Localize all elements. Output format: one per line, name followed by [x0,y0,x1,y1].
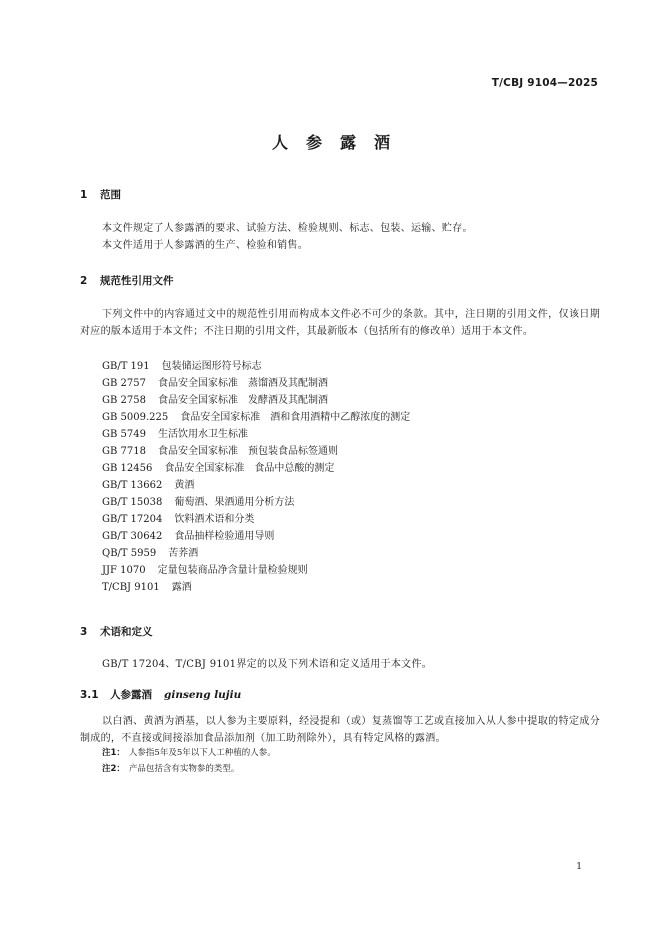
section-title: 规范性引用文件 [100,275,174,287]
ref-code: T/CBJ 9101 [102,582,160,593]
reference-item [102,409,410,426]
ref-title: 食品安全国家标准 预包装食品标签通则 [157,446,338,457]
paragraph: 本文件规定了人参露酒的要求、试验方法、检验规则、标志、包装、运输、贮存。 [102,223,473,234]
ref-title: 饮料酒术语和分类 [174,514,255,525]
ref-code: GB/T 30642 [102,531,163,542]
ref-title: 食品抽样检验通用导则 [174,531,275,542]
ref-code: GB/T 191 [102,361,150,372]
reference-item [102,579,192,596]
ref-code: GB/T 17204 [102,514,163,525]
ref-code: GB 2757 [102,378,146,389]
reference-item [102,426,248,443]
ref-code: QB/T 5959 [102,548,157,559]
ref-code: GB 5009.225 [102,412,169,423]
section-2-heading [80,273,174,288]
reference-item [102,528,274,545]
reference-item [102,477,194,494]
term-heading [80,687,241,702]
ref-title: 苦荞酒 [168,548,199,559]
ref-title: 生活饮用水卫生标准 [157,429,248,440]
ref-code: GB/T 13662 [102,480,163,491]
section-number: 3 [80,626,88,638]
note-text: 产品包括含有实物参的类型。 [128,764,240,774]
ref-title: 食品安全国家标准 酒和食用酒精中乙醇浓度的测定 [180,412,411,423]
ref-title: 食品安全国家标准 食品中总酸的测定 [164,463,335,474]
term-number: 3.1 [80,689,99,701]
note [102,762,239,776]
note-text: 人参指5年及5年以下人工种植的人参。 [128,748,276,758]
document-title: 人参露酒 [271,133,408,152]
note-label: 注2： [102,764,125,774]
term-definition: 以白酒、黄酒为酒基，以人参为主要原料，经浸提和（或）复蒸馏等工艺或直接加入从人参中提取的特定成分制成的，不直接或间接添加食品添加剂（加工助剂除外），具有特定风格的露酒。 [80,716,600,744]
reference-item [102,545,198,562]
term-en: ginseng lujiu [164,689,242,701]
ref-title: 定量包装商品净含量计量检验规则 [157,565,308,576]
reference-item [102,358,262,375]
ref-code: GB 12456 [102,463,153,474]
section-1-heading [80,187,121,202]
ref-title: 食品安全国家标准 发酵酒及其配制酒 [157,395,328,406]
paragraph: 本文件适用于人参露酒的生产、检验和销售。 [102,240,308,251]
reference-item [102,562,308,579]
standard-number: T/CBJ 9104—2025 [491,77,598,89]
section-3-heading [80,624,153,639]
ref-code: GB 5749 [102,429,146,440]
paragraph: 下列文件中的内容通过文中的规范性引用而构成本文件必不可少的条款。其中，注日期的引用文件，仅该日期对应的版本适用于本文件；不注日期的引用文件，其最新版本（包括所有的修改单）适用于本文件。 [80,309,600,337]
ref-title: 露酒 [171,582,192,593]
note-label: 注1： [102,748,125,758]
ref-title: 黄酒 [174,480,195,491]
section-title: 术语和定义 [100,626,153,638]
reference-item [102,494,294,511]
section-title: 范围 [100,189,121,201]
reference-item [102,443,338,460]
reference-item [102,460,334,477]
reference-item [102,392,328,409]
ref-code: GB 7718 [102,446,146,457]
reference-item [102,375,328,392]
reference-item [102,511,254,528]
ref-code: JJF 1070 [102,565,146,576]
ref-title: 葡萄酒、果酒通用分析方法 [174,497,295,508]
ref-title: 食品安全国家标准 蒸馏酒及其配制酒 [157,378,328,389]
page-number: 1 [576,862,582,872]
paragraph: GB/T 17204、T/CBJ 9101界定的以及下列术语和定义适用于本文件。 [102,659,433,670]
note [102,746,276,760]
term-zh: 人参露酒 [110,689,152,701]
section-number: 2 [80,275,88,287]
ref-title: 包装储运图形符号标志 [161,361,262,372]
ref-code: GB/T 15038 [102,497,163,508]
section-number: 1 [80,189,88,201]
ref-code: GB 2758 [102,395,146,406]
